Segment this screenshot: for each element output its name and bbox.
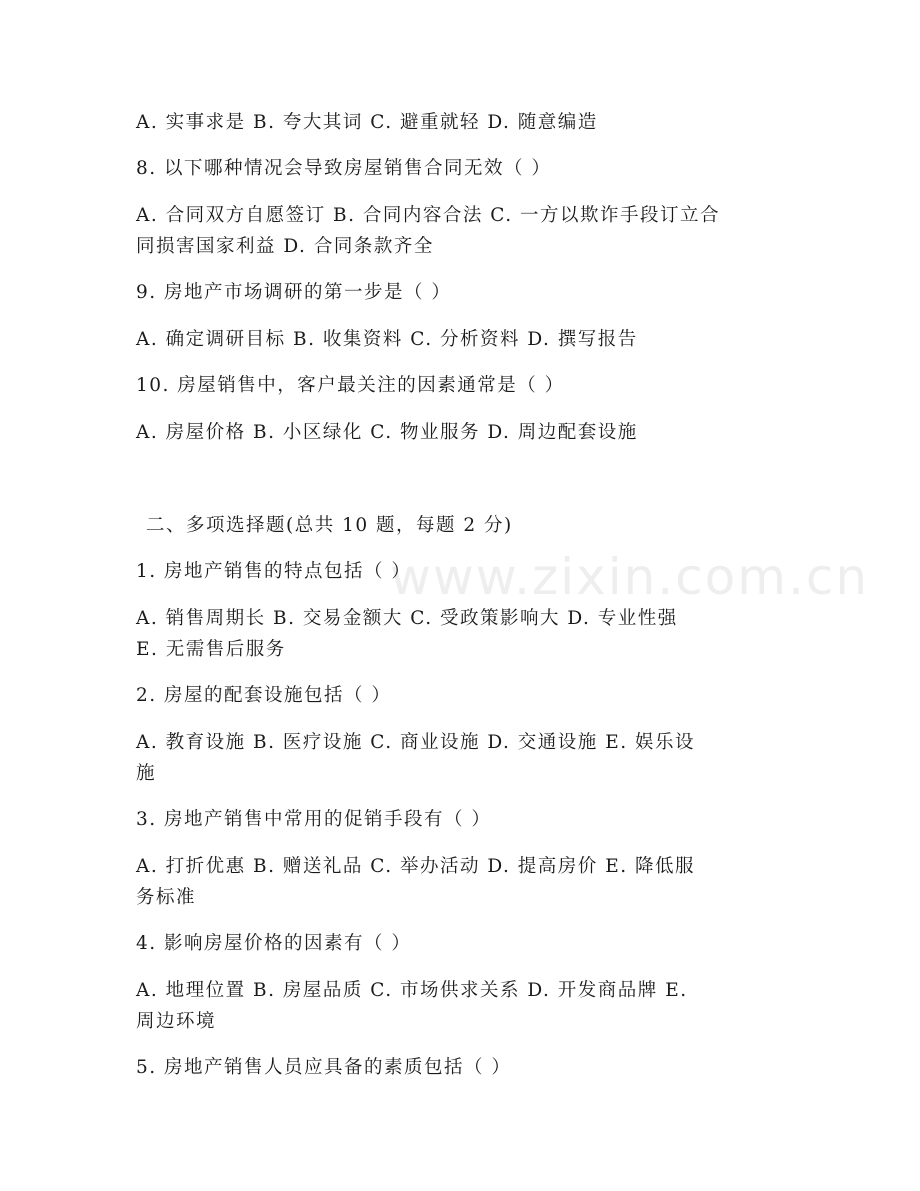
mq4-question: 4. 影响房屋价格的因素有（ ） bbox=[136, 933, 412, 954]
mq4-options-line2: 周边环境 bbox=[136, 1011, 217, 1032]
section-heading-multiple-choice: 二、多项选择题(总共 10 题，每题 2 分) bbox=[146, 515, 513, 536]
q9-question: 9. 房地产市场调研的第一步是（ ） bbox=[136, 282, 452, 303]
mq4-options-line1: A. 地理位置 B. 房屋品质 C. 市场供求关系 D. 开发商品牌 E. bbox=[136, 980, 688, 1001]
q7-options: A. 实事求是 B. 夸大其词 C. 避重就轻 D. 随意编造 bbox=[136, 112, 598, 133]
mq2-question: 2. 房屋的配套设施包括（ ） bbox=[136, 685, 392, 706]
mq3-question: 3. 房地产销售中常用的促销手段有（ ） bbox=[136, 809, 492, 830]
q8-question: 8. 以下哪种情况会导致房屋销售合同无效（ ） bbox=[136, 158, 552, 179]
mq2-options-line1: A. 教育设施 B. 医疗设施 C. 商业设施 D. 交通设施 E. 娱乐设 bbox=[136, 732, 695, 753]
mq3-options-line1: A. 打折优惠 B. 赠送礼品 C. 举办活动 D. 提高房价 E. 降低服 bbox=[136, 856, 695, 877]
q8-options-line1: A. 合同双方自愿签订 B. 合同内容合法 C. 一方以欺诈手段订立合 bbox=[136, 205, 720, 226]
mq3-options-line2: 务标准 bbox=[136, 887, 197, 908]
q8-options-line2: 同损害国家利益 D. 合同条款齐全 bbox=[136, 236, 434, 257]
watermark: www.zixin.com.cn bbox=[390, 548, 870, 606]
q9-options: A. 确定调研目标 B. 收集资料 C. 分析资料 D. 撰写报告 bbox=[136, 329, 638, 350]
mq1-options-line1: A. 销售周期长 B. 交易金额大 C. 受政策影响大 D. 专业性强 bbox=[136, 608, 678, 629]
mq5-question: 5. 房地产销售人员应具备的素质包括（ ） bbox=[136, 1057, 512, 1078]
q10-question: 10. 房屋销售中，客户最关注的因素通常是（ ） bbox=[136, 375, 565, 396]
mq2-options-line2: 施 bbox=[136, 763, 157, 784]
mq1-options-line2: E. 无需售后服务 bbox=[136, 639, 286, 660]
q10-options: A. 房屋价格 B. 小区绿化 C. 物业服务 D. 周边配套设施 bbox=[136, 422, 638, 443]
mq1-question: 1. 房地产销售的特点包括（ ） bbox=[136, 561, 412, 582]
